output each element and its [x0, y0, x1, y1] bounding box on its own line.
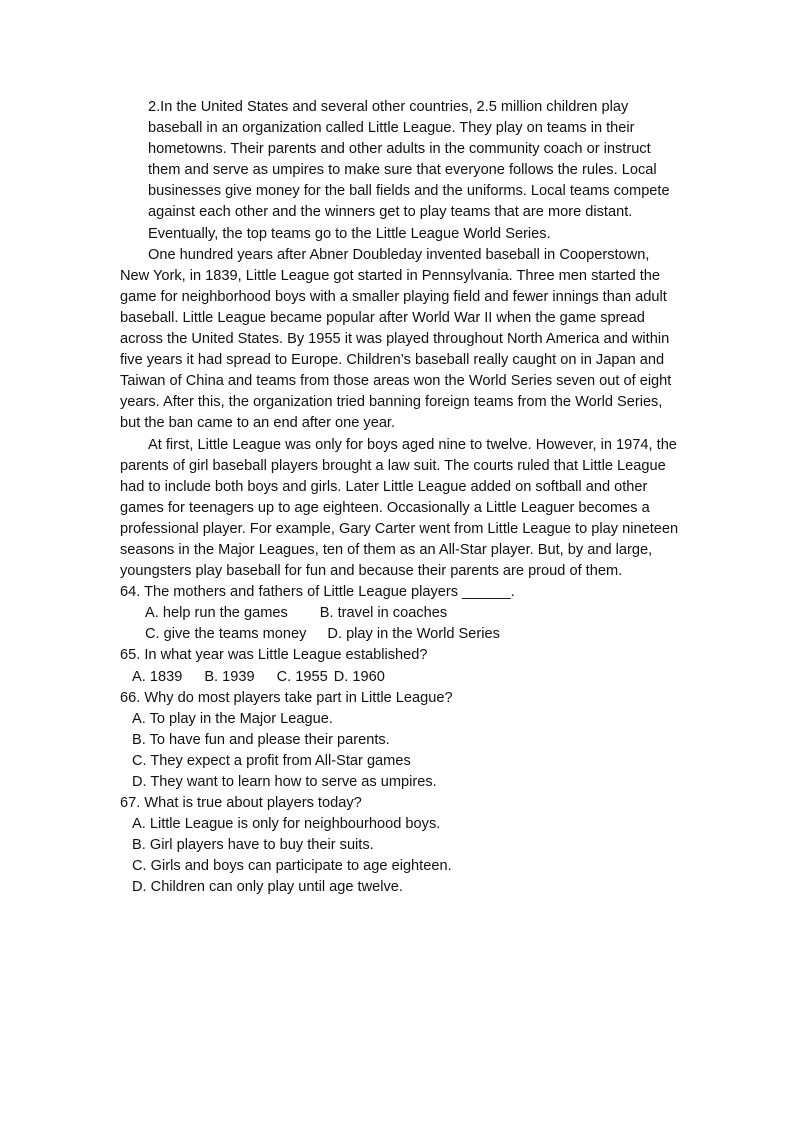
question-66-option-d: D. They want to learn how to serve as umpires. [132, 774, 437, 790]
passage-number: 2. [148, 99, 161, 115]
question-65-option-d: D. 1960 [333, 668, 385, 685]
reading-passage [120, 97, 680, 899]
question-67-option-a: A. Little League is only for neighbourhood boys. [132, 816, 441, 833]
question-64-option-c: C. give the teams money [145, 626, 307, 643]
question-66-option-b: B. To have fun and please their parents. [132, 731, 390, 748]
question-65-option-a: A. 1839 [132, 668, 183, 685]
question-64-stem: 64. The mothers and fathers of Little League players ______. [120, 584, 515, 601]
passage-paragraph-2: One hundred years after Abner Doubleday invented baseball in Cooperstown, New York, in 1839, Little League got started in Pennsylvania. Three men started the game for neighborhood boys with a smaller playing field and fewer innings than adult baseball. Little League became popular after World War II when the game spread across the United States. By 1955 it was played throughout North America and within five years it had spread to Europe. Children’s baseball really caught on in Japan and Taiwan of China and teams from those areas won the World Series seven out of eight years. After this, the organization tried banning foreign teams from the World Series, but the ban came to an end after one year. [120, 246, 672, 432]
question-64-options-row-2 [120, 624, 680, 645]
question-64-option-d: D. play in the World Series [327, 626, 500, 643]
passage-paragraph-1-text: In the United States and several other countries, 2.5 million children play baseball in an organization called Little League. They play on teams in their hometowns. Their parents and other adults in the community coach or instruct them and serve as umpires to make sure that everyone follows the rules. Local businesses give money for the ball fields and the uniforms. Local teams compete against each other and the winners get to play teams that are more distant. Eventually, the top teams go to the Little League World Series. [148, 99, 670, 242]
question-67-option-c: C. Girls and boys can participate to age eighteen. [132, 858, 452, 875]
question-67-stem: 67. What is true about players today? [120, 795, 362, 812]
question-65-options-row [120, 667, 680, 688]
question-66-stem: 66. Why do most players take part in Little League? [120, 689, 453, 706]
question-64-option-a: A. help run the games [145, 605, 288, 622]
question-65-option-c: C. 1955 [276, 668, 328, 685]
question-66-option-c: C. They expect a profit from All-Star games [132, 752, 411, 769]
passage-paragraph-1 [120, 97, 680, 245]
question-64-options-row-1 [120, 603, 680, 624]
passage-paragraph-3: At first, Little League was only for boys aged nine to twelve. However, in 1974, the parents of girl baseball players brought a law suit. The courts ruled that Little League had to include both boys and girls. Later Little League added on softball and other games for teenagers up to age eighteen. Occasionally a Little Leaguer becomes a professional player. For example, Gary Carter went from Little League to play nineteen seasons in the Major Leagues, ten of them as an All-Star player. But, by and large, youngsters play baseball for fun and because their parents are proud of them. [120, 436, 679, 580]
question-67-option-b: B. Girl players have to buy their suits. [132, 837, 374, 854]
question-67-option-d: D. Children can only play until age twelve. [132, 879, 403, 896]
question-64-option-b: B. travel in coaches [319, 605, 448, 622]
question-65-stem: 65. In what year was Little League established? [120, 647, 428, 664]
question-66-option-a: A. To play in the Major League. [132, 710, 333, 727]
question-65-option-b: B. 1939 [204, 668, 255, 685]
